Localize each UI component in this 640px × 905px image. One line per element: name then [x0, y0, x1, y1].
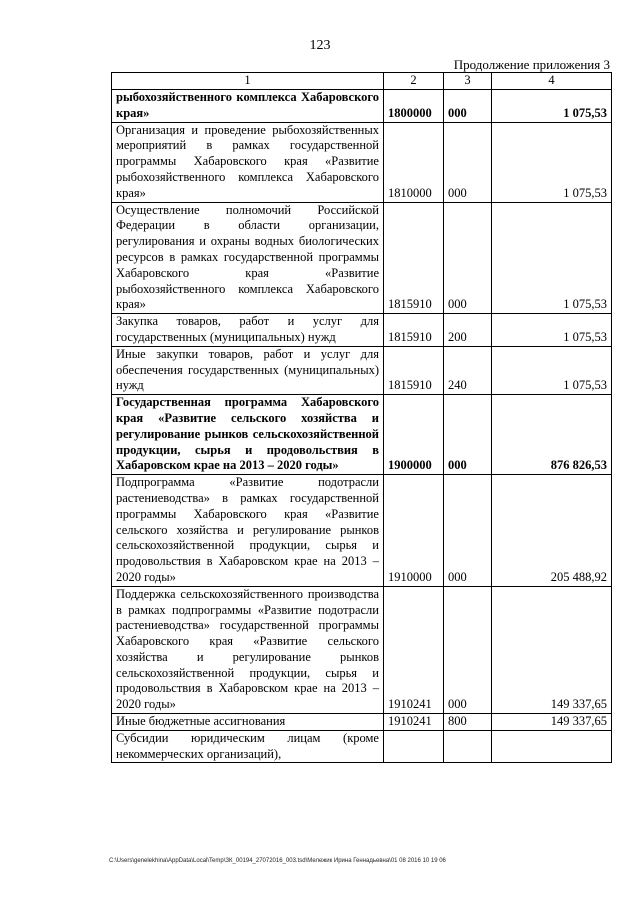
row-amount: 876 826,53 — [492, 395, 612, 475]
table-row — [112, 475, 612, 587]
row-amount: 1 075,53 — [492, 346, 612, 394]
table-row — [112, 122, 612, 202]
row-code: 1910241 — [384, 714, 444, 731]
column-header-code: 2 — [384, 73, 444, 90]
row-name: Осуществление полномочий Российской Федерации в области организации, регулирования и охраны водных биологических ресурсов в рамках государственной программы Хабаровского края «Развитие рыбохозяйственного комплекса Хабаровского края» — [112, 202, 384, 314]
table-row — [112, 586, 612, 713]
row-vr: 000 — [444, 395, 492, 475]
row-name: Организация и проведение рыбохозяйственных мероприятий в рамках государственной программы Хабаровского края «Развитие рыбохозяйственного комплекса Хабаровского края» — [112, 122, 384, 202]
table-body — [112, 90, 612, 763]
row-amount: 149 337,65 — [492, 586, 612, 713]
row-name: Субсидии юридическим лицам (кроме некоммерческих организаций), — [112, 730, 384, 763]
row-name: рыбохозяйственного комплекса Хабаровского края» — [112, 90, 384, 123]
row-name: Закупка товаров, работ и услуг для государственных (муниципальных) нужд — [112, 314, 384, 347]
row-vr: 000 — [444, 586, 492, 713]
budget-table — [111, 72, 612, 763]
row-code: 1800000 — [384, 90, 444, 123]
row-amount: 1 075,53 — [492, 314, 612, 347]
row-code: 1815910 — [384, 346, 444, 394]
row-amount: 149 337,65 — [492, 714, 612, 731]
row-vr: 000 — [444, 202, 492, 314]
row-name: Иные закупки товаров, работ и услуг для обеспечения государственных (муниципальных) нужд — [112, 346, 384, 394]
appendix-continuation-label: Продолжение приложения 3 — [453, 57, 610, 72]
table-row — [112, 202, 612, 314]
table-row — [112, 90, 612, 123]
row-code: 1810000 — [384, 122, 444, 202]
column-header-name: 1 — [112, 73, 384, 90]
row-code: 1815910 — [384, 314, 444, 347]
row-code — [384, 730, 444, 763]
row-name: Поддержка сельскохозяйственного производства в рамках подпрограммы «Развитие подотрасли растениеводства» государственной программы Хабаровского края «Развитие сельского хозяйства и регулирование рынков сельскохозяйственной продукции, сырья и продовольствия в Хабаровском крае на 2013 – 2020 годы» — [112, 586, 384, 713]
table-row — [112, 346, 612, 394]
column-header-amount: 4 — [492, 73, 612, 90]
row-amount: 205 488,92 — [492, 475, 612, 587]
row-amount — [492, 730, 612, 763]
row-vr: 000 — [444, 475, 492, 587]
row-name: Иные бюджетные ассигнования — [112, 714, 384, 731]
table-row — [112, 730, 612, 763]
table-header-row — [112, 73, 612, 90]
table-row — [112, 314, 612, 347]
table-row — [112, 395, 612, 475]
row-amount: 1 075,53 — [492, 90, 612, 123]
row-vr: 200 — [444, 314, 492, 347]
row-amount: 1 075,53 — [492, 122, 612, 202]
row-name: Государственная программа Хабаровского края «Развитие сельского хозяйства и регулирование рынков сельскохозяйственной продукции, сырья и продовольствия в Хабаровском крае на 2013 – 2020 годы» — [112, 395, 384, 475]
row-code: 1815910 — [384, 202, 444, 314]
row-vr: 240 — [444, 346, 492, 394]
file-path-footer: C:\Users\genelekhina\AppData\Local\Temp\ЗК_00194_27072016_003.tsd\Мележик Ирина Геннадьевна\01 08 2016 10 19 06 — [109, 858, 446, 864]
row-vr — [444, 730, 492, 763]
column-header-vr: 3 — [444, 73, 492, 90]
row-amount: 1 075,53 — [492, 202, 612, 314]
row-vr: 000 — [444, 90, 492, 123]
row-code: 1900000 — [384, 395, 444, 475]
row-name: Подпрограмма «Развитие подотрасли растениеводства» в рамках государственной программы Хабаровского края «Развитие сельского хозяйства и регулирование рынков сельскохозяйственной продукции, сырья и продовольствия в Хабаровском крае на 2013 – 2020 годы» — [112, 475, 384, 587]
row-code: 1910000 — [384, 475, 444, 587]
row-vr: 800 — [444, 714, 492, 731]
page-number: 123 — [309, 38, 331, 53]
table-row — [112, 714, 612, 731]
row-code: 1910241 — [384, 586, 444, 713]
row-vr: 000 — [444, 122, 492, 202]
